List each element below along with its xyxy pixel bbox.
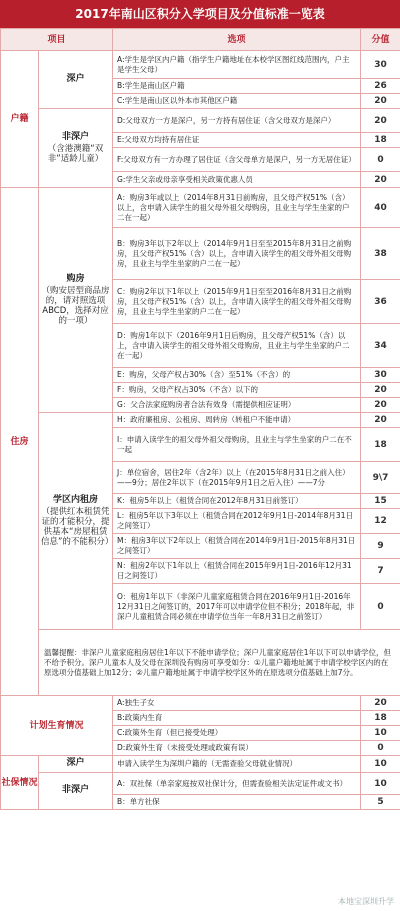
category-cell: 计划生育情况 — [1, 696, 113, 756]
option-cell: D:父母双方一方是深户，另一方持有居住证（含父母双方是深户） — [113, 109, 361, 133]
option-cell: C:政策外生育（但已接受处理） — [113, 726, 361, 741]
subcategory-desc: （提供红本租赁凭证的才能积分，提供基本“房屋租赁信息”的不能积分） — [41, 507, 114, 547]
score-cell: 20 — [361, 94, 400, 109]
score-cell: 40 — [361, 188, 400, 228]
score-cell: 5 — [361, 795, 400, 810]
score-cell: 20 — [361, 398, 400, 413]
housing-note: 温馨提醒：非深户儿童家庭租房居住1年以下不能申请学位；深户儿童家庭居住1年以下可以申请学位，但不给予积分。深户儿童本人及父母在深圳没有购房可享受如分：①儿童户籍地址属于申请学校学区内的在原选项分值基础上加12分；②儿童户籍地址属于申请学校学区外的在原选项分值基础上加7分。 — [39, 630, 400, 696]
option-cell: B：单方社保 — [113, 795, 361, 810]
option-cell: A:学生是学区内户籍（指学生户籍地址在本校学区图红线范围内，户主是学生父母） — [113, 51, 361, 79]
table-row — [1, 696, 400, 711]
page-title: 2017年南山区积分入学项目及分值标准一览表 — [0, 0, 400, 28]
option-cell: B：购房3年以下2年以上（2014年9月1日至至2015年8月31日之前购房，且父母产权51%（含）以上，含申请入读学生的祖父母外祖父母购房，且业主与学生坐家的户二在一起） — [113, 228, 361, 280]
score-cell: 34 — [361, 324, 400, 368]
watermark: 本地宝深圳升学 — [338, 897, 394, 906]
subcategory-name: 深户 — [66, 758, 85, 768]
option-cell: A：购房3年或以上（2014年8月31日前购房，且父母产权51%（含）以上，含申请入读学生的祖父母外祖父母购房，且业主与学生坐家的户二在一起） — [113, 188, 361, 228]
score-cell: 30 — [361, 368, 400, 383]
score-cell: 36 — [361, 280, 400, 324]
subcategory-name: 深户 — [66, 73, 85, 84]
note-row — [1, 630, 400, 696]
subcategory-desc: （含港澳籍“双非”适龄儿童） — [47, 144, 104, 164]
subcategory-desc: （购安居型商品房的，请对照选项ABCD，选择对应的一项） — [41, 286, 110, 326]
table-row — [1, 51, 400, 79]
score-cell: 20 — [361, 383, 400, 398]
table-row — [1, 188, 400, 228]
score-cell: 26 — [361, 79, 400, 94]
option-cell: K：租房5年以上（租赁合同在2012年8月31日前签订） — [113, 494, 361, 509]
option-cell: H：政府廉租房、公租房、周转房（转租户不能申请） — [113, 413, 361, 428]
option-cell: N：租房2年以下1年以上（租赁合同在2015年9月1日-2016年12月31日之间签订） — [113, 559, 361, 584]
option-cell: O：租房1年以下（非深户儿童家庭租赁合同在2016年9月1日-2016年12月31日之间签订的，2017年可以申请学位但不积分；2018年起，非深户儿童租赁合同必须在申请学位当年一年8月31日之前签订） — [113, 584, 361, 630]
option-cell: I：申请入读学生的祖父母外祖父母购房，且业主与学生坐家的户二在不一起 — [113, 428, 361, 462]
category-cell: 社保情况 — [1, 756, 39, 810]
option-cell: E:父母双方均持有居住证 — [113, 133, 361, 148]
subcategory-name: 购房 — [66, 274, 85, 284]
score-cell: 0 — [361, 741, 400, 756]
score-cell: 38 — [361, 228, 400, 280]
option-cell: F：购房，父母产权占30%（不含）以下的 — [113, 383, 361, 398]
subcategory-name: 非深户 — [62, 785, 90, 795]
score-cell: 9\7 — [361, 462, 400, 494]
score-cell: 10 — [361, 726, 400, 741]
option-cell: B:政策内生育 — [113, 711, 361, 726]
header-item: 项目 — [1, 29, 113, 51]
option-cell: E：购房，父母产权占30%（含）至51%（不含）的 — [113, 368, 361, 383]
subcategory-cell — [39, 773, 113, 810]
option-cell: D:政策外生育（未接受处理或政策有误） — [113, 741, 361, 756]
option-cell: A:独生子女 — [113, 696, 361, 711]
score-cell: 7 — [361, 559, 400, 584]
score-cell: 10 — [361, 756, 400, 773]
option-cell: C：购房2年以下1年以上（2015年9月1日至至2016年8月31日之前购房，且父母产权51%（含）以上，含申请入读学生的祖父母外祖父母购房，且业主与学生坐家的户二在一起） — [113, 280, 361, 324]
header-score: 分值 — [361, 29, 400, 51]
score-cell: 10 — [361, 773, 400, 795]
table-row — [1, 773, 400, 795]
header-row — [1, 29, 400, 51]
score-cell: 18 — [361, 428, 400, 462]
option-cell: A：双社保（单亲家庭按双社保计分，但需查验相关法定证件或文书） — [113, 773, 361, 795]
subcategory-cell — [39, 756, 113, 773]
score-cell: 18 — [361, 711, 400, 726]
subcategory-name: 学区内租房 — [53, 495, 99, 505]
subcategory-cell — [39, 413, 113, 630]
subcategory-cell — [39, 109, 113, 188]
option-cell: G:学生父亲或母亲享受相关政策优惠人员 — [113, 172, 361, 188]
score-cell: 20 — [361, 413, 400, 428]
option-cell: C:学生是南山区以外本市其他区户籍 — [113, 94, 361, 109]
score-cell: 20 — [361, 172, 400, 188]
category-cell: 户籍 — [1, 51, 39, 188]
subcategory-cell — [39, 188, 113, 413]
score-cell: 9 — [361, 534, 400, 559]
table-row — [1, 109, 400, 133]
option-cell: B:学生是南山区户籍 — [113, 79, 361, 94]
header-option: 选项 — [113, 29, 361, 51]
option-cell: G：父合法家庭购房者合法有效身（需提供相应证明） — [113, 398, 361, 413]
score-cell: 18 — [361, 133, 400, 148]
option-cell: D：购房1年以下（2016年9月1日后购房，且父母产权51%（含）以上，含申请入读学生的祖父母外祖父母购房，且业主与学生坐家的户二在一起） — [113, 324, 361, 368]
option-cell: 申请入读学生为深圳户籍的（无需查验父母就业情况） — [113, 756, 361, 773]
score-cell: 0 — [361, 584, 400, 630]
category-cell: 住房 — [1, 188, 39, 696]
subcategory-name: 非深户 — [62, 132, 90, 142]
table-row — [1, 413, 400, 428]
score-cell: 12 — [361, 509, 400, 534]
score-cell: 30 — [361, 51, 400, 79]
subcategory-cell — [39, 51, 113, 109]
score-cell: 20 — [361, 109, 400, 133]
score-table — [0, 28, 400, 810]
score-cell: 15 — [361, 494, 400, 509]
option-cell: L：租房5年以下3年以上（租赁合同在2012年9月1日-2014年8月31日之间签订） — [113, 509, 361, 534]
table-row — [1, 756, 400, 773]
score-cell: 20 — [361, 696, 400, 711]
option-cell: J：单位宿舍，居住2年（含2年）以上（在2015年8月31日之前入住）——9分；居住2年以下（在2015年9月1日之后入住）——7分 — [113, 462, 361, 494]
option-cell: M：租房3年以下2年以上（租赁合同在2014年9月1日-2015年8月31日之间签订） — [113, 534, 361, 559]
score-cell: 0 — [361, 148, 400, 172]
option-cell: F:父母双方有一方办理了居住证（含父母单方是深户，另一方无居住证） — [113, 148, 361, 172]
